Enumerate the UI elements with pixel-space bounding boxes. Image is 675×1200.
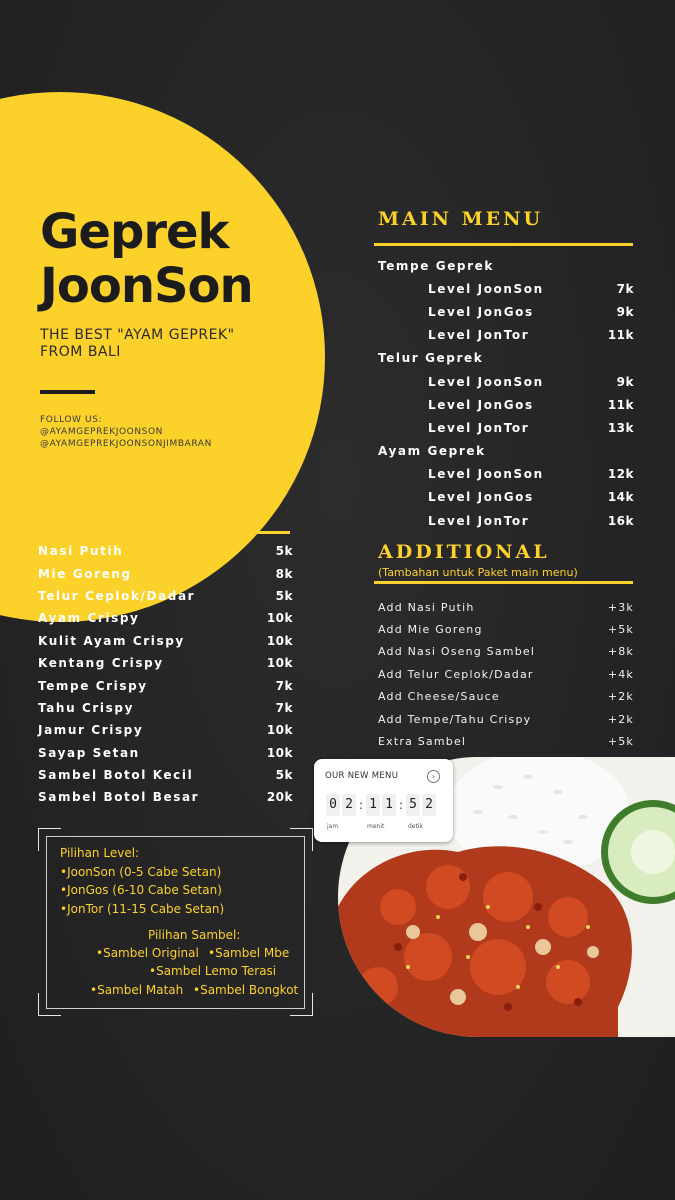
additional-item	[378, 686, 634, 708]
handle-jimbaran[interactable]: @AYAMGEPREKJOONSONJIMBARAN	[40, 439, 212, 449]
a-la-carte-rule	[34, 531, 290, 534]
additional-rule	[374, 581, 633, 584]
level-item	[378, 300, 634, 323]
item-name: Sambel Botol Besar	[38, 790, 200, 805]
item-name: Ayam Crispy	[38, 611, 140, 626]
item-price: 8k	[275, 566, 293, 581]
menu-item	[38, 562, 293, 584]
menu-item	[38, 742, 293, 764]
menu-item	[38, 607, 293, 629]
chevron-right-icon[interactable]: ›	[427, 770, 440, 783]
level-name: Level JonGos	[428, 490, 534, 505]
menu-item	[38, 585, 293, 607]
level-price: 16k	[607, 513, 634, 528]
tagline-line1: THE BEST "AYAM GEPREK"	[40, 327, 235, 343]
level-option: •JonTor (11-15 Cabe Setan)	[60, 901, 225, 916]
level-option: •JonGos (6-10 Cabe Setan)	[60, 883, 222, 897]
sambel-option: •Sambel Mbe	[208, 946, 290, 960]
level-price: 11k	[607, 397, 634, 412]
level-price: 7k	[616, 281, 634, 296]
item-price: 10k	[266, 745, 293, 760]
additional-price: +4k	[607, 667, 634, 681]
level-price: 9k	[616, 304, 634, 319]
countdown-digit: 5	[406, 794, 420, 816]
box-border-left	[46, 836, 47, 1008]
level-price: 13k	[607, 420, 634, 435]
item-name: Kentang Crispy	[38, 656, 164, 671]
countdown-digit: 0	[326, 794, 340, 816]
level-item	[378, 324, 634, 347]
item-name: Mie Goreng	[38, 566, 132, 581]
menu-item	[38, 764, 293, 786]
additional-item	[378, 708, 634, 730]
item-name: Kulit Ayam Crispy	[38, 633, 185, 648]
level-price: 14k	[607, 490, 634, 505]
level-name: Level JonGos	[428, 397, 534, 412]
additional-name: Add Nasi Oseng Sambel	[378, 645, 536, 659]
sambel-option: •Sambel Original	[96, 946, 199, 960]
level-price: 11k	[607, 328, 634, 343]
box-border-bottom	[46, 1008, 305, 1009]
countdown-digit: 1	[382, 794, 396, 816]
countdown-widget[interactable]	[314, 759, 453, 842]
brand-title-line1: Geprek	[40, 204, 229, 260]
handle-joonson[interactable]: @AYAMGEPREKJOONSON	[40, 427, 163, 437]
additional-item	[378, 663, 634, 685]
item-price: 10k	[266, 656, 293, 671]
additional-item	[378, 618, 634, 640]
brand-title	[40, 205, 253, 313]
sambel-title: Pilihan Sambel:	[148, 928, 241, 942]
menu-item	[38, 674, 293, 696]
additional-name: Add Cheese/Sauce	[378, 690, 500, 704]
additional-name: Add Telur Ceplok/Dadar	[378, 667, 534, 681]
sambel-option: •Sambel Matah	[90, 983, 184, 997]
box-border-right	[304, 836, 305, 1008]
level-item	[378, 509, 634, 532]
brand-title-line2: JoonSon	[40, 258, 253, 314]
item-name: Sambel Botol Kecil	[38, 768, 194, 783]
additional-price: +5k	[607, 623, 634, 637]
menu-item	[38, 786, 293, 808]
box-corner	[290, 828, 313, 851]
additional-price: +3k	[607, 600, 634, 614]
countdown-digits	[326, 794, 438, 816]
countdown-digit: 2	[422, 794, 436, 816]
additional-price: +2k	[607, 690, 634, 704]
additional-item	[378, 641, 634, 663]
level-option: •JoonSon (0-5 Cabe Setan)	[60, 864, 222, 879]
item-price: 5k	[275, 588, 293, 603]
level-name: Level JonTor	[428, 328, 530, 343]
options-box	[38, 828, 313, 1016]
level-name: Level JoonSon	[428, 281, 544, 296]
level-options	[60, 844, 224, 918]
menu-item	[38, 719, 293, 741]
additional-price: +2k	[607, 712, 634, 726]
item-name: Tempe Crispy	[38, 678, 148, 693]
item-name: Nasi Putih	[38, 544, 124, 559]
additional-price: +5k	[607, 735, 634, 749]
level-title: Pilihan Level:	[60, 846, 140, 860]
menu-item	[38, 697, 293, 719]
menu-item	[38, 652, 293, 674]
item-price: 10k	[266, 723, 293, 738]
follow-us	[40, 414, 212, 450]
additional-name: Add Mie Goreng	[378, 623, 483, 637]
item-price: 10k	[266, 633, 293, 648]
additional-list	[378, 596, 634, 753]
item-name: Tahu Crispy	[38, 700, 134, 715]
level-name: Level JonTor	[428, 420, 530, 435]
item-price: 20k	[266, 790, 293, 805]
sambel-option: •Sambel Lemo Terasi	[149, 964, 277, 978]
main-menu-rule	[374, 243, 633, 246]
box-border-top	[46, 836, 305, 837]
level-name: Level JonGos	[428, 304, 534, 319]
level-item	[378, 370, 634, 393]
menu-item	[38, 540, 293, 562]
box-corner	[38, 993, 61, 1016]
item-name: Jamur Crispy	[38, 723, 144, 738]
additional-name: Extra Sambel	[378, 735, 467, 749]
level-name: Level JoonSon	[428, 467, 544, 482]
item-price: 5k	[275, 544, 293, 559]
main-menu-list	[378, 254, 634, 532]
countdown-title: OUR NEW MENU	[325, 771, 399, 781]
additional-heading: ADDITIONAL	[378, 541, 550, 563]
menu-group-name: Ayam Geprek	[378, 444, 486, 459]
additional-item	[378, 596, 634, 618]
level-name: Level JonTor	[428, 513, 530, 528]
additional-price: +8k	[607, 645, 634, 659]
item-name: Telur Ceplok/Dadar	[38, 588, 196, 603]
a-la-carte-list	[38, 540, 293, 809]
level-item	[378, 416, 634, 439]
menu-group-name: Telur Geprek	[378, 351, 484, 366]
countdown-unit-hours: jam	[327, 823, 339, 830]
menu-item	[38, 630, 293, 652]
level-item	[378, 277, 634, 300]
countdown-digit: 1	[366, 794, 380, 816]
item-price: 7k	[275, 700, 293, 715]
level-item	[378, 486, 634, 509]
countdown-colon: :	[398, 798, 404, 812]
countdown-colon: :	[358, 798, 364, 812]
box-corner	[38, 828, 61, 851]
item-name: Sayap Setan	[38, 745, 140, 760]
sambel-option: •Sambel Bongkot	[193, 983, 299, 997]
item-price: 5k	[275, 768, 293, 783]
countdown-unit-seconds: detik	[408, 823, 423, 830]
item-price: 7k	[275, 678, 293, 693]
level-item	[378, 393, 634, 416]
additional-subheading: (Tambahan untuk Paket main menu)	[378, 566, 578, 579]
item-price: 10k	[266, 611, 293, 626]
tagline-line2: FROM BALI	[40, 344, 121, 360]
a-la-carte-heading: A LA CARTE	[40, 506, 201, 528]
follow-label: FOLLOW US:	[40, 415, 103, 425]
additional-item	[378, 730, 634, 752]
brand-tagline	[40, 327, 235, 361]
brand-divider	[40, 390, 95, 394]
level-name: Level JoonSon	[428, 374, 544, 389]
additional-name: Add Tempe/Tahu Crispy	[378, 712, 532, 726]
level-item	[378, 463, 634, 486]
countdown-unit-minutes: menit	[367, 823, 385, 830]
countdown-digit: 2	[342, 794, 356, 816]
menu-group-name: Tempe Geprek	[378, 258, 494, 273]
main-menu-heading: MAIN MENU	[378, 208, 544, 230]
level-price: 12k	[607, 467, 634, 482]
level-price: 9k	[616, 374, 634, 389]
additional-name: Add Nasi Putih	[378, 600, 475, 614]
